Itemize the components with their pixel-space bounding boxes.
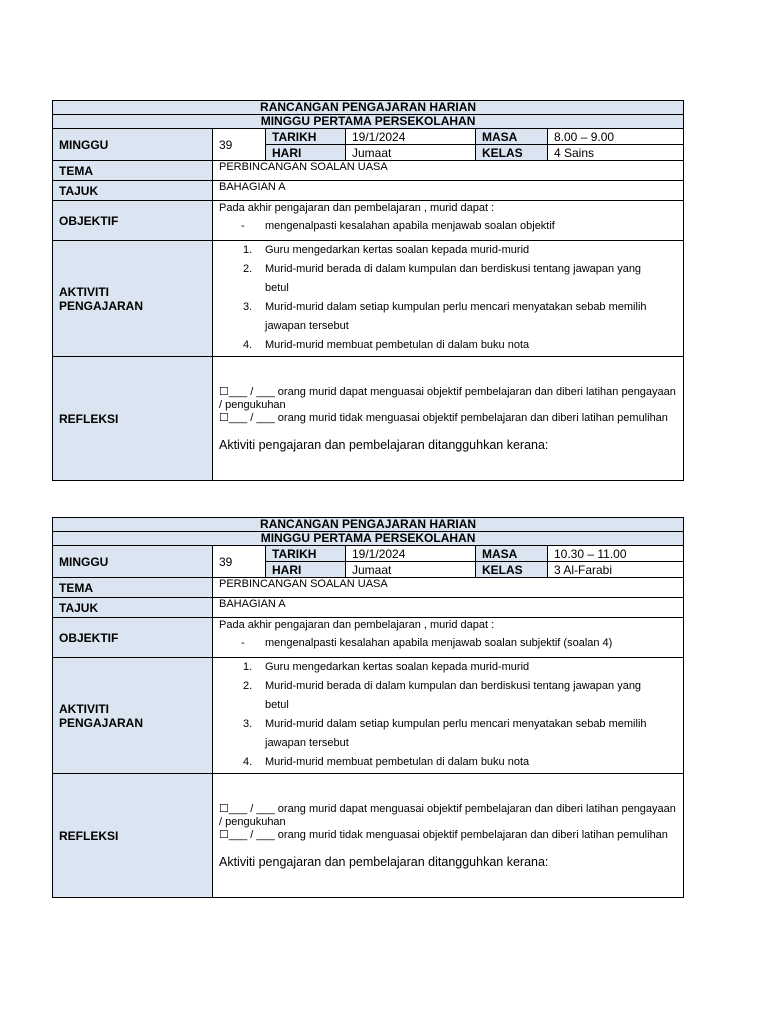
- aktiviti-item: [219, 241, 677, 260]
- objektif-cell: [213, 201, 684, 241]
- objektif-label: OBJEKTIF: [53, 201, 213, 241]
- aktiviti-label-line1: AKTIVITI: [59, 284, 109, 299]
- aktiviti-item: [219, 715, 677, 734]
- minggu-value: 39: [213, 546, 266, 578]
- aktiviti-text: betul: [265, 282, 289, 294]
- plan-title: RANCANGAN PENGAJARAN HARIAN: [53, 101, 684, 115]
- objektif-text: mengenalpasti kesalahan apabila menjawab soalan subjektif (soalan 4): [265, 637, 613, 649]
- aktiviti-item: [219, 317, 677, 336]
- tajuk-value: BAHAGIAN A: [213, 598, 684, 618]
- aktiviti-item: [219, 696, 677, 715]
- minggu-label: MINGGU: [53, 546, 213, 578]
- refleksi-label: REFLEKSI: [53, 357, 213, 481]
- refleksi-line-2: ☐___ / ___ orang murid tidak menguasai objektif pembelajaran dan diberi latihan pemulihan: [219, 411, 668, 424]
- aktiviti-number: 3.: [243, 718, 253, 730]
- objektif-bullet: -: [241, 220, 245, 232]
- lesson-plan-table-1: [52, 100, 684, 481]
- refleksi-cell: [213, 774, 684, 898]
- aktiviti-item: [219, 279, 677, 298]
- tarikh-label: TARIKH: [266, 546, 346, 562]
- aktiviti-item: [219, 260, 677, 279]
- aktiviti-label-line2: PENGAJARAN: [59, 298, 144, 313]
- refleksi-label: REFLEKSI: [53, 774, 213, 898]
- masa-value: 8.00 – 9.00: [548, 129, 684, 145]
- aktiviti-label: [53, 241, 213, 357]
- masa-value: 10.30 – 11.00: [548, 546, 684, 562]
- aktiviti-number: 1.: [243, 661, 253, 673]
- tema-value: PERBINCANGAN SOALAN UASA: [213, 578, 684, 598]
- minggu-value: 39: [213, 129, 266, 161]
- aktiviti-cell: [213, 658, 684, 774]
- aktiviti-text: Murid-murid berada di dalam kumpulan dan berdiskusi tentang jawapan yang: [265, 263, 642, 275]
- aktiviti-text: jawapan tersebut: [265, 320, 349, 332]
- objektif-item: [219, 636, 677, 650]
- tajuk-label: TAJUK: [53, 598, 213, 618]
- refleksi-line-1: ☐___ / ___ orang murid dapat menguasai objektif pembelajaran dan diberi latihan pengayaan / pengukuhan: [219, 385, 676, 411]
- plan-subtitle: MINGGU PERTAMA PERSEKOLAHAN: [53, 532, 684, 546]
- aktiviti-cell: [213, 241, 684, 357]
- objektif-bullet: -: [241, 637, 245, 649]
- refleksi-cell: [213, 357, 684, 481]
- aktiviti-item: [219, 753, 677, 772]
- hari-label: HARI: [266, 562, 346, 578]
- aktiviti-label-line2: PENGAJARAN: [59, 715, 144, 730]
- aktiviti-label-line1: AKTIVITI: [59, 701, 109, 716]
- aktiviti-number: 4.: [243, 339, 253, 351]
- aktiviti-number: [219, 317, 265, 336]
- tajuk-value: BAHAGIAN A: [213, 181, 684, 201]
- tema-label: TEMA: [53, 578, 213, 598]
- aktiviti-text: betul: [265, 699, 289, 711]
- aktiviti-number: [219, 279, 265, 298]
- plan-subtitle: MINGGU PERTAMA PERSEKOLAHAN: [53, 115, 684, 129]
- kelas-label: KELAS: [476, 562, 548, 578]
- aktiviti-text: Murid-murid membuat pembetulan di dalam buku nota: [265, 339, 530, 351]
- objektif-intro: Pada akhir pengajaran dan pembelajaran , murid dapat :: [219, 619, 495, 631]
- aktiviti-text: Guru mengedarkan kertas soalan kepada murid-murid: [265, 244, 530, 256]
- aktiviti-item: [219, 658, 677, 677]
- tarikh-value: 19/1/2024: [346, 546, 476, 562]
- objektif-text: mengenalpasti kesalahan apabila menjawab soalan objektif: [265, 220, 555, 232]
- aktiviti-number: 4.: [243, 756, 253, 768]
- objektif-label: OBJEKTIF: [53, 618, 213, 658]
- tarikh-label: TARIKH: [266, 129, 346, 145]
- kelas-value: 4 Sains: [548, 145, 684, 161]
- refleksi-line-1: ☐___ / ___ orang murid dapat menguasai objektif pembelajaran dan diberi latihan pengayaan / pengukuhan: [219, 802, 676, 828]
- refleksi-line-3: Aktiviti pengajaran dan pembelajaran ditangguhkan kerana:: [219, 437, 549, 452]
- aktiviti-number: [219, 734, 265, 753]
- tema-value: PERBINCANGAN SOALAN UASA: [213, 161, 684, 181]
- kelas-value: 3 Al-Farabi: [548, 562, 684, 578]
- aktiviti-label: [53, 658, 213, 774]
- aktiviti-number: [219, 696, 265, 715]
- tajuk-label: TAJUK: [53, 181, 213, 201]
- aktiviti-text: Murid-murid membuat pembetulan di dalam buku nota: [265, 756, 530, 768]
- aktiviti-text: Guru mengedarkan kertas soalan kepada murid-murid: [265, 661, 530, 673]
- hari-label: HARI: [266, 145, 346, 161]
- hari-value: Jumaat: [346, 562, 476, 578]
- aktiviti-text: Murid-murid berada di dalam kumpulan dan berdiskusi tentang jawapan yang: [265, 680, 642, 692]
- aktiviti-text: Murid-murid dalam setiap kumpulan perlu mencari menyatakan sebab memilih: [265, 718, 647, 730]
- lesson-plan-table-2: [52, 517, 684, 898]
- aktiviti-item: [219, 734, 677, 753]
- aktiviti-item: [219, 298, 677, 317]
- aktiviti-number: 1.: [243, 244, 253, 256]
- objektif-intro: Pada akhir pengajaran dan pembelajaran , murid dapat :: [219, 202, 495, 214]
- objektif-cell: [213, 618, 684, 658]
- aktiviti-text: jawapan tersebut: [265, 737, 349, 749]
- aktiviti-list: [219, 241, 677, 355]
- refleksi-line-3: Aktiviti pengajaran dan pembelajaran ditangguhkan kerana:: [219, 854, 549, 869]
- tema-label: TEMA: [53, 161, 213, 181]
- refleksi-line-2: ☐___ / ___ orang murid tidak menguasai objektif pembelajaran dan diberi latihan pemulihan: [219, 828, 668, 841]
- hari-value: Jumaat: [346, 145, 476, 161]
- aktiviti-list: [219, 658, 677, 772]
- masa-label: MASA: [476, 129, 548, 145]
- objektif-item: [219, 219, 677, 233]
- plan-title: RANCANGAN PENGAJARAN HARIAN: [53, 518, 684, 532]
- aktiviti-number: 2.: [243, 263, 253, 275]
- aktiviti-item: [219, 336, 677, 355]
- aktiviti-text: Murid-murid dalam setiap kumpulan perlu mencari menyatakan sebab memilih: [265, 301, 647, 313]
- kelas-label: KELAS: [476, 145, 548, 161]
- minggu-label: MINGGU: [53, 129, 213, 161]
- tarikh-value: 19/1/2024: [346, 129, 476, 145]
- masa-label: MASA: [476, 546, 548, 562]
- aktiviti-item: [219, 677, 677, 696]
- aktiviti-number: 2.: [243, 680, 253, 692]
- aktiviti-number: 3.: [243, 301, 253, 313]
